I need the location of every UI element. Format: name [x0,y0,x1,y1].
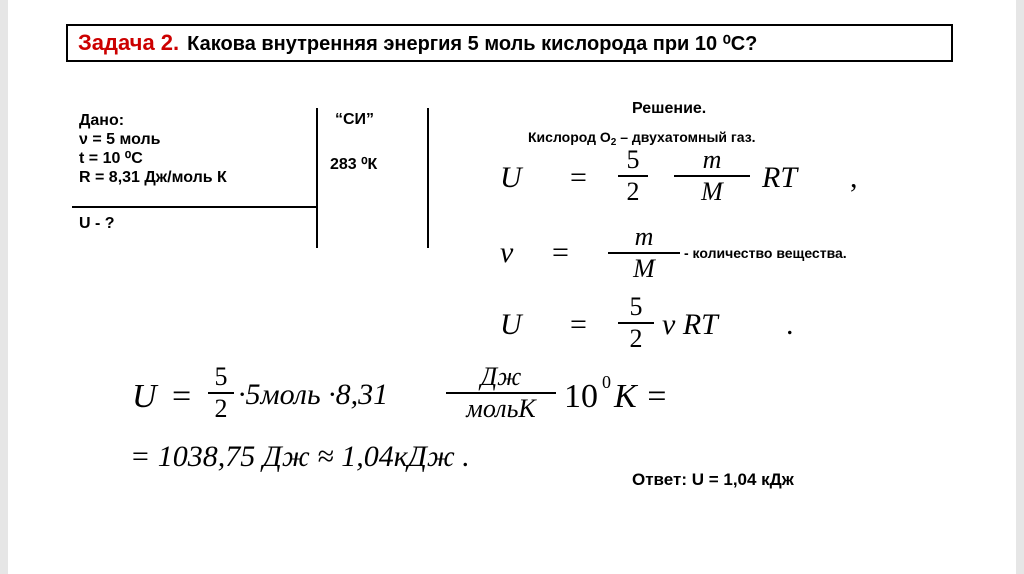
equation-energy-nu: U = 5 2 ν RT . [500,292,794,353]
given-line: R = 8,31 Дж/моль К [79,169,227,186]
given-block [79,111,227,187]
find-label: U - ? [79,215,115,232]
given-heading: Дано: [79,112,125,129]
equation-amount: ν = m M [500,222,960,284]
fraction: 5 2 [618,145,648,207]
equation-energy: U = 5 2 m M RT , [500,145,858,206]
amount-note: - количество вещества. [684,245,847,261]
calculation-line-1: U = 5 2 ·5моль ·8,31 Дж мольК 10 0 К = [132,362,669,423]
given-line: t = 10 ⁰С [79,150,143,167]
fraction: 5 2 [208,362,234,424]
problem-question: Какова внутренняя энергия 5 моль кислорода при 10 ⁰С? [187,32,758,55]
given-divider [72,206,318,208]
problem-title [66,24,953,62]
solution-heading: Решение. [632,100,707,117]
unit-fraction: Дж мольК [446,362,556,424]
column-divider [427,108,429,248]
problem-number: Задача 2. [78,30,180,55]
left-margin-shade [0,0,8,574]
fraction: m M [674,145,750,207]
si-heading: “СИ” [335,111,375,128]
answer: Ответ: U = 1,04 кДж [632,470,794,489]
fraction: m M [608,222,680,284]
column-divider [316,108,318,248]
solution-note: Кислород $О_2$ – двухатомный газ. [528,129,756,148]
given-line: ν = 5 моль [79,131,161,148]
si-value: 283 ⁰К [330,156,378,173]
calculation-line-2: = 1038,75 Дж ≈ 1,04кДж . [130,440,470,473]
right-margin-shade [1016,0,1024,574]
fraction: 5 2 [618,292,654,354]
